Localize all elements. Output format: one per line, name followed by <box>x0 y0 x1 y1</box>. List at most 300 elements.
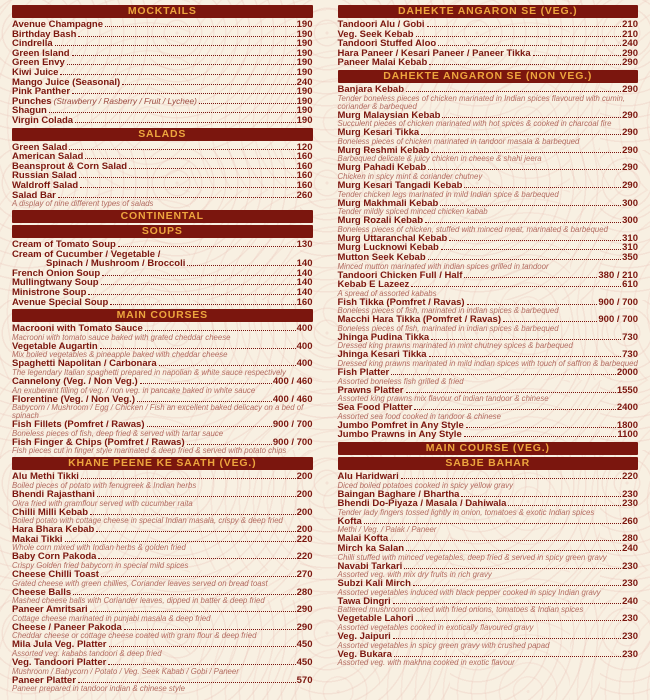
item-description: Boneless pieces of fish, deep fried & served with tartar sauce <box>12 428 224 438</box>
item-description: Tender lady fingers tossed lightly in onion, tomatoes & exotic Indian spices <box>337 507 595 517</box>
item-name: Spaghetti Napolitan / Carbonara <box>12 358 157 370</box>
item-description: Crispy Golden fried babycorn in special mild spices <box>12 560 189 570</box>
dot-leader <box>508 505 621 506</box>
section-header: SALADS <box>12 128 313 141</box>
item-name: Cheese / Paneer Pakoda <box>12 621 122 633</box>
item-note: (Strawberry / Rasberry / Fruit / Lychee) <box>53 95 197 106</box>
dot-leader <box>147 426 272 427</box>
item-description: Assorted veg. with mix dry fruits in rich gravy <box>337 570 492 580</box>
dot-leader <box>438 45 621 46</box>
item-description: Assorted boneless fish grilled & fried <box>337 376 464 386</box>
item-description: The legendary Italian spaghetti prepared in napolian & white sauce respectively <box>12 368 286 378</box>
item-price: 220 <box>296 551 313 563</box>
menu-section <box>12 457 313 693</box>
item-price: 290 <box>622 162 638 174</box>
dot-leader <box>72 55 296 56</box>
item-description: Assorted veg. with makhna cooked in exotic flavour <box>337 658 515 668</box>
item-description: Paneer prepared in tandoor indian & chinese style <box>12 684 185 694</box>
item-price: 220 <box>622 471 638 483</box>
item-name: Bhendi Do-Piyaza / Masala / Dahiwala <box>337 498 507 510</box>
item-price: 220 <box>296 533 313 545</box>
dot-leader <box>118 246 296 247</box>
item-description: An exuberant filling of veg. / non veg. in pancake baked in white sauce <box>12 385 256 395</box>
item-description: A display of nine different types of salads <box>12 199 154 209</box>
item-name: Mango Juice (Seasonal) <box>12 76 121 88</box>
item-price: 200 <box>296 489 313 500</box>
item-name: Green Salad <box>12 141 68 153</box>
item-price: 2400 <box>616 402 638 414</box>
item-price: 190 <box>296 57 313 69</box>
dot-leader <box>90 514 296 515</box>
dot-leader <box>364 523 621 524</box>
dot-leader <box>124 629 296 630</box>
item-description: Cottage cheese marinated in punjabi masala & deep fried <box>12 613 211 623</box>
item-description: Assorted sea food cooked in tandoor & chinese <box>337 411 501 421</box>
item-name: Murg Kesari Tikka <box>337 127 420 139</box>
item-price: 230 <box>622 560 638 572</box>
menu-column-2 <box>338 3 639 693</box>
item-description: Boiled pieces of potato with fenugreek & Indian herbs <box>12 481 197 490</box>
item-name: Spinach / Mushroom / Broccoli <box>46 258 186 270</box>
dot-leader <box>464 187 621 188</box>
item-price: 300 <box>622 197 638 209</box>
item-price: 200 <box>296 524 313 536</box>
item-description: Boneless pieces of chicken, stuffed with minced meat, marinated & barbequed <box>337 224 608 234</box>
item-description: Succulent pieces of chicken marinated with hot spices & cooked in charcoal fire <box>337 119 612 129</box>
item-price: 350 <box>622 251 638 263</box>
item-description: Methi / Veg. / Palak / Paneer <box>337 525 437 535</box>
item-name: Sea Food Platter <box>337 402 413 414</box>
item-price: 290 <box>296 621 313 633</box>
dot-leader <box>58 197 296 198</box>
item-price: 280 <box>622 533 638 545</box>
item-name: Mirch ka Salan <box>337 543 405 554</box>
dot-leader <box>406 91 621 92</box>
item-name: Chilli Milli Kebab <box>12 506 89 518</box>
item-name: Ministrone Soup <box>12 287 87 299</box>
item-description: Grated cheese with green chillies, Coriander leaves served on bread toast <box>12 578 268 588</box>
item-price: 240 <box>622 38 638 50</box>
dot-leader <box>414 409 615 410</box>
item-name: Cindrella <box>12 38 53 50</box>
item-price: 240 <box>296 76 313 88</box>
dot-leader <box>406 392 616 393</box>
menu-section <box>12 5 313 126</box>
item-price: 2000 <box>616 367 638 379</box>
item-price: 200 <box>296 471 313 483</box>
item-description: Whole corn mixed with Indian herbs & golden fried <box>12 543 186 553</box>
item-price: 130 <box>296 239 313 251</box>
item-name: Shagun <box>12 105 47 117</box>
item-name: Baby Corn Pakoda <box>12 551 97 563</box>
item-name: Jumbo Pomfret in Any Style <box>337 419 464 431</box>
section-header: SABJE BAHAR <box>338 457 639 470</box>
dot-leader <box>79 177 296 178</box>
dot-leader <box>75 122 296 123</box>
menu-item <box>338 58 639 68</box>
menu-item <box>12 97 313 107</box>
dot-leader <box>110 304 295 305</box>
dot-leader <box>137 401 272 402</box>
menu-item <box>338 430 639 440</box>
item-price: 380 / 210 <box>598 269 638 281</box>
dot-leader <box>69 149 295 150</box>
menu-item <box>12 116 313 126</box>
dot-leader <box>187 265 295 266</box>
menu-section <box>12 225 313 307</box>
item-price: 190 <box>296 105 313 117</box>
item-price: 260 <box>622 515 638 527</box>
item-price: 290 <box>622 109 638 121</box>
item-description: Babycorn / Mushroom / Egg / Chicken / Fish an excellent baked delicacy on a bed of spinach <box>12 403 304 421</box>
dot-leader <box>65 541 296 542</box>
item-price: 1550 <box>616 384 638 396</box>
dot-leader <box>428 259 621 260</box>
item-description: Boneless pieces of fish, marinated in indian spices & barbequed <box>337 306 559 316</box>
item-price: 160 <box>296 296 313 308</box>
item-description: Boiled potato with cottage cheese in special Indian masala, crispy & deep fried <box>12 516 283 526</box>
item-price: 400 / 460 <box>272 376 313 388</box>
item-description: Tender boneless pieces of chicken marinated in Indian spices flavoured with cumin, coriander & barbequed <box>337 93 625 111</box>
item-price: 120 <box>296 141 313 153</box>
dot-leader <box>464 436 617 437</box>
item-name: Alu Methi Tikki <box>12 471 79 483</box>
menu-section <box>12 210 313 223</box>
item-name: Murg Reshmi Kebab <box>337 144 430 156</box>
item-name: Murg Lucknowi Kebab <box>337 242 439 254</box>
dot-leader <box>78 682 296 683</box>
item-name: Malai Kofta <box>337 533 389 545</box>
section-header: CONTINENTAL <box>12 210 313 223</box>
item-price: 310 <box>622 232 638 244</box>
item-price: 400 <box>296 340 313 352</box>
item-price: 230 <box>622 488 638 500</box>
dot-leader <box>108 664 295 665</box>
item-description: A spread of assorted kababs <box>337 288 437 298</box>
dot-leader <box>101 576 296 577</box>
item-name: Avenue Special Soup <box>12 296 109 308</box>
item-price: 310 <box>622 242 638 254</box>
item-name: Murg Makhmali Kebab <box>337 197 439 209</box>
item-description: Battered mushroom cooked with fried onions, tomatoes & Indian spices <box>337 605 584 615</box>
item-name: Kofta <box>337 515 362 527</box>
dot-leader <box>404 568 621 569</box>
item-name: Tandoori Chicken Full / Half <box>337 269 463 281</box>
item-price: 240 <box>622 595 638 607</box>
item-price: 730 <box>622 331 638 343</box>
item-description: Tender mildly spiced minced chicken kabab <box>337 207 488 217</box>
item-name: Cheese Chilli Toast <box>12 568 99 580</box>
item-price: 190 <box>296 38 313 50</box>
item-price: 160 <box>296 179 313 191</box>
dot-leader <box>416 620 622 621</box>
menu-section <box>338 442 639 455</box>
item-name: Salad Bar <box>12 189 56 201</box>
item-description: Fish pieces cut in finger style marinated & deep fried & served with potato chips <box>12 446 287 456</box>
dot-leader <box>406 550 621 551</box>
dot-leader <box>428 169 621 170</box>
dot-leader <box>105 26 296 27</box>
item-name: Baingan Baghare / Bhartha <box>337 488 460 500</box>
item-name: Vegetable Augartin <box>12 340 98 352</box>
dot-leader <box>401 478 621 479</box>
item-price: 230 <box>622 498 638 510</box>
item-name: Murg Uttaranchal Kebab <box>337 232 448 244</box>
dot-leader <box>461 496 621 497</box>
item-name: Jhinga Pudina Tikka <box>337 331 430 343</box>
item-name: Kebab E Lazeez <box>337 279 410 291</box>
item-name: Fish Tikka (Pomfret / Ravas) <box>337 296 465 308</box>
menu-column-1 <box>12 3 313 693</box>
item-description: Barbequed delicate & juicy chicken in cheese & shahi jeera <box>337 154 542 164</box>
dot-leader <box>440 205 621 206</box>
dot-leader <box>159 365 296 366</box>
section-header: MAIN COURSES <box>12 309 313 322</box>
item-name: Kiwi Juice <box>12 66 59 78</box>
dot-leader <box>421 134 621 135</box>
item-description: Assorted veg. kababs tandoori & deep fried <box>12 648 162 658</box>
item-price: 230 <box>622 578 638 590</box>
item-price: 290 <box>622 179 638 191</box>
item-price: 230 <box>622 613 638 625</box>
menu-section <box>338 5 639 68</box>
item-price: 240 <box>622 543 638 554</box>
item-name: Jumbo Prawns in Any Style <box>337 429 462 441</box>
item-description: Assorted vegetables in spicy green gravy with crushed papad <box>337 640 550 650</box>
dot-leader <box>67 64 296 65</box>
dot-leader <box>464 277 597 278</box>
item-name: Paneer Malai Kebab <box>337 57 428 69</box>
item-description: Assorted vegetables induced with black pepper cooked in spicy Indian gravy <box>337 587 601 597</box>
item-price: 290 <box>622 83 638 95</box>
section-header: DAHEKTE ANGARON SE (VEG.) <box>338 5 639 18</box>
item-price: 900 / 700 <box>598 296 638 308</box>
item-price: 190 <box>296 19 313 30</box>
dot-leader <box>199 103 296 104</box>
dot-leader <box>466 427 616 428</box>
dot-leader <box>391 374 616 375</box>
item-name: Vegetable Lahori <box>337 613 414 625</box>
item-description: Mashed cheese balls with Coriander leaves, dipped in batter & deep fried <box>12 596 265 606</box>
item-name: Cream of Cucumber / Vegetable / <box>12 248 161 260</box>
item-price: 450 <box>296 639 313 651</box>
menu-section <box>12 309 313 455</box>
menu-section <box>338 457 639 667</box>
item-name: Virgin Colada <box>12 114 74 126</box>
item-description: Mushroom / Babycorn / Potato / Veg. Seek Kabab / Gobi / Paneer <box>12 666 239 676</box>
item-name: American Salad <box>12 151 84 163</box>
item-price: 290 <box>296 604 313 616</box>
dot-leader <box>441 249 621 250</box>
item-price: 210 <box>622 28 638 40</box>
dot-leader <box>390 540 621 541</box>
item-price: 1100 <box>617 429 638 441</box>
dot-leader <box>431 152 621 153</box>
item-name: Mullingtwany Soup <box>12 277 99 289</box>
dot-leader <box>80 187 295 188</box>
item-name: Veg. Tandoori Platter <box>12 656 107 668</box>
item-price: 400 <box>296 358 313 370</box>
item-name: Subzi Kali Mirch <box>337 578 411 590</box>
item-price: 570 <box>296 674 313 686</box>
item-name: Paneer Platter <box>12 674 76 686</box>
item-description: Dressed king prawns marinated in mint chutney spices & barbequed <box>337 341 573 351</box>
item-price: 450 <box>296 656 313 668</box>
item-name: Cannelony (Veg. / Non Veg.) <box>12 376 138 388</box>
item-name: Macchi Hara Tikka (Pomfret / Ravas) <box>337 314 502 326</box>
dot-leader <box>431 339 621 340</box>
dot-leader <box>393 603 622 604</box>
item-price: 900 / 700 <box>598 314 638 326</box>
dot-leader <box>449 240 621 241</box>
dot-leader <box>187 444 272 445</box>
item-description: Chicken in spicy mint & coriander chutney <box>337 171 483 181</box>
section-header: DAHEKTE ANGARON SE (NON VEG.) <box>338 70 639 83</box>
dot-leader <box>109 646 296 647</box>
item-price: 160 <box>296 151 313 163</box>
dot-leader <box>85 158 295 159</box>
dot-leader <box>533 55 622 56</box>
dot-leader <box>503 321 597 322</box>
item-name: Murg Pahadi Kebab <box>337 162 427 174</box>
item-price: 140 <box>296 277 313 289</box>
item-price: 290 <box>622 144 638 156</box>
dot-leader <box>102 275 296 276</box>
item-name: Beansprout & Corn Salad <box>12 160 128 172</box>
dot-leader <box>429 64 621 65</box>
dot-leader <box>429 356 622 357</box>
dot-leader <box>413 585 621 586</box>
dot-leader <box>416 36 622 37</box>
item-description: Assorted vegetables cooked in exotically flavoured gravy <box>337 622 534 632</box>
item-price: 290 <box>622 47 638 59</box>
dot-leader <box>467 304 598 305</box>
dot-leader <box>425 222 621 223</box>
item-name: Fish Fillets (Pomfret / Rawas) <box>12 419 145 431</box>
item-name: Paneer Amritsari <box>12 604 88 616</box>
item-description: Okra fried with gramflour served with cucumber raita <box>12 498 193 508</box>
item-name: Bhendi Rajasthani <box>12 489 95 500</box>
dot-leader <box>72 93 296 94</box>
item-price: 290 <box>622 57 638 69</box>
item-name: Navabi Tarkari <box>337 560 403 572</box>
dot-leader <box>97 496 296 497</box>
item-name: Cream of Tomato Soup <box>12 239 116 251</box>
item-price: 140 <box>296 258 313 270</box>
item-name: Russian Salad <box>12 170 77 182</box>
item-price: 730 <box>622 349 638 361</box>
item-price: 140 <box>296 287 313 299</box>
item-name: Prawns Platter <box>337 384 404 396</box>
item-name: Veg. Jaipuri <box>337 630 391 642</box>
item-name: Cheese Balls <box>12 586 72 598</box>
item-price: 210 <box>622 19 638 30</box>
item-price: 290 <box>622 127 638 139</box>
dot-leader <box>100 348 296 349</box>
item-name: Jhinga Kesari Tikka <box>337 349 427 361</box>
item-price: 140 <box>296 267 313 279</box>
dot-leader <box>98 558 295 559</box>
item-name: Fish Platter <box>337 367 390 379</box>
dot-leader <box>411 286 621 287</box>
item-name: Veg. Bukara <box>337 648 392 660</box>
dot-leader <box>393 638 621 639</box>
item-description: Dressed king prawns marinated in mild indian spices with touch of saffron & barbequed <box>337 359 638 369</box>
item-description: Boneless pieces of chicken marinated in tandoor masala & barbequed <box>337 136 580 146</box>
item-description: Tender chicken legs marinated in mild Indian spice & barbequed <box>337 189 559 199</box>
dot-leader <box>73 594 295 595</box>
item-name: Macrooni with Tomato Sauce <box>12 323 143 335</box>
dot-leader <box>122 84 295 85</box>
menu-item <box>12 30 313 40</box>
item-price: 190 <box>296 95 313 107</box>
dot-leader <box>49 112 296 113</box>
item-name: Hara Paneer / Kesari Paneer / Paneer Tikka <box>337 47 531 59</box>
item-price: 260 <box>296 189 313 201</box>
item-price: 190 <box>296 86 313 98</box>
item-name: Hara Bhara Kebab <box>12 524 95 536</box>
item-price: 230 <box>622 630 638 642</box>
item-name: Tandoori Alu / Gobi <box>337 19 425 30</box>
item-price: 270 <box>296 568 313 580</box>
item-name: Murg Malaysian Kebab <box>337 109 441 121</box>
menu-section <box>12 128 313 209</box>
dot-leader <box>78 36 295 37</box>
item-name: Makai Tikki <box>12 533 63 545</box>
item-price: 400 / 460 <box>272 393 313 405</box>
section-header: KHANE PEENE KE SAATH (VEG.) <box>12 457 313 470</box>
dot-leader <box>427 26 622 27</box>
dot-leader <box>55 45 296 46</box>
item-name: French Onion Soup <box>12 267 101 279</box>
item-name: Punches <box>12 95 52 107</box>
menu-item <box>12 181 313 191</box>
item-price: 190 <box>296 66 313 78</box>
item-name: Murg Kesari Tangadi Kebab <box>337 179 463 191</box>
item-name: Green Island <box>12 47 70 59</box>
item-name: Mutton Seek Kebab <box>337 251 426 263</box>
dot-leader <box>96 531 295 532</box>
item-price: 900 / 700 <box>272 419 313 431</box>
item-price: 400 <box>296 323 313 335</box>
item-price: 900 / 700 <box>272 436 313 448</box>
item-name: Florentine (Veg. / Non Veg.) <box>12 393 135 405</box>
item-price: 190 <box>296 47 313 59</box>
item-price: 610 <box>622 279 638 291</box>
section-header: MOCKTAILS <box>12 5 313 18</box>
menu-section <box>338 70 639 440</box>
item-description: Boneless pieces of fish, marinated in indian spices & barbequed <box>337 323 559 333</box>
section-header: MAIN COURSE (VEG.) <box>338 442 639 455</box>
item-description: Diced boiled potatoes cooked in spicy yellow gravy <box>337 480 514 490</box>
dot-leader <box>442 117 621 118</box>
dot-leader <box>140 383 272 384</box>
item-name: Alu Haridwari <box>337 471 399 483</box>
item-price: 190 <box>296 28 313 40</box>
dot-leader <box>129 168 296 169</box>
item-name: Veg. Seek Kebab <box>337 28 414 40</box>
menu-item <box>12 298 313 308</box>
dot-leader <box>101 284 296 285</box>
item-price: 230 <box>622 648 638 660</box>
item-description: Cheddar cheese or cottage cheese coated with gram flour & deep fried <box>12 631 257 641</box>
item-name: Green Envy <box>12 57 65 69</box>
item-name: Mila Jula Veg. Platter <box>12 639 107 651</box>
item-description: Minced mutton marinated with indian spices grilled in tandoor <box>337 261 549 271</box>
item-name: Banjara Kebab <box>337 83 405 95</box>
dot-leader <box>81 478 296 479</box>
item-description: Macrooni with tomato sauce baked with grated cheddar cheese <box>12 332 231 342</box>
